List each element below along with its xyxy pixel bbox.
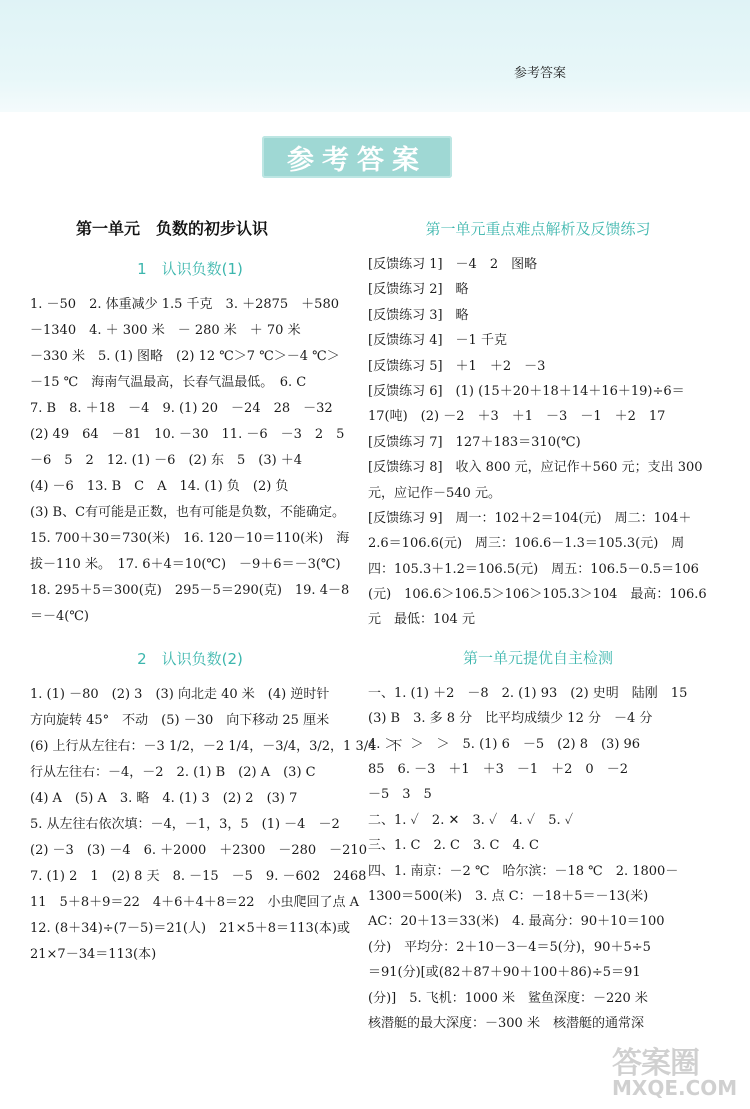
answer-line: 拔－110 米。 17. 6＋4＝10(℃) －9＋6＝－3(℃): [30, 557, 341, 572]
answer-line: －6 5 2 12. (1) －6 (2) 东 5 (3) ＋4: [30, 453, 303, 468]
answer-line: －330 米 5. (1) 图略 (2) 12 ℃＞7 ℃＞－4 ℃＞: [30, 349, 340, 364]
section2-answers: [368, 681, 708, 1036]
answer-line: [反馈练习 3] 略: [368, 307, 469, 323]
answer-line: 17(吨) (2) －2 ＋3 ＋1 －3 －1 ＋2 17: [368, 409, 666, 425]
answer-line: 7. B 8. ＋18 －4 9. (1) 20 －24 28 －32: [30, 401, 333, 416]
answer-line: (元) 106.6＞106.5＞106＞105.3＞104 最高：106.6: [368, 587, 707, 603]
answer-line: 15. 700＋30＝730(米) 16. 120－10＝110(米) 海: [30, 531, 350, 546]
answer-line: 行从左往右：－4，－2 2. (1) B (2) A (3) C: [30, 765, 316, 780]
answer-line: 核潜艇的最大深度：－300 米 核潜艇的通常深: [368, 1015, 644, 1031]
answer-line: 元 最低：104 元: [368, 612, 475, 628]
answer-line: 5. 从左往右依次填：－4，－1，3，5 (1) －4 －2: [30, 817, 340, 832]
answer-line: 二、1. ✓ 2. ✕ 3. ✓ 4. ✓ 5. ✓: [368, 812, 574, 828]
answer-line: －5 3 5: [368, 787, 432, 803]
running-header: 参考答案: [514, 66, 567, 81]
answer-line: (2) －3 (3) －4 6. ＋2000 ＋2300 －280 －210: [30, 843, 367, 858]
answer-line: 7. (1) 2 1 (2) 8 天 8. －15 －5 9. －602 2468: [30, 869, 367, 884]
answer-line: [反馈练习 2] 略: [368, 282, 469, 298]
header-band: [0, 0, 750, 112]
answer-line: 1300＝500(米) 3. 点 C：－18＋5＝－13(米): [368, 888, 649, 904]
answer-line: AC：20＋13＝33(米) 4. 最高分：90＋10＝100: [368, 914, 665, 930]
answer-line: (4) A (5) A 3. 略 4. (1) 3 (2) 2 (3) 7: [30, 791, 298, 806]
page-title-box: [262, 136, 452, 178]
answer-line: 11 5＋8＋9＝22 4＋6＋4＋8＝22 小虫爬回了点 A: [30, 895, 360, 910]
unit-title: 第一单元 负数的初步认识: [76, 219, 269, 238]
lesson2-title: 2 认识负数(2): [137, 650, 243, 668]
answer-line: 1. －50 2. 体重减少 1.5 千克 3. ＋2875 ＋580: [30, 297, 339, 312]
answer-line: 18. 295＋5＝300(克) 295－5＝290(克) 19. 4－8: [30, 583, 350, 598]
answer-line: (2) 49 64 －81 10. －30 11. －6 －3 2 5: [30, 427, 345, 442]
answer-line: (4) －6 13. B C A 14. (1) 负 (2) 负: [30, 479, 289, 494]
answer-line: 2.6＝106.6(元) 周三：106.6－1.3＝105.3(元) 周: [368, 536, 685, 552]
answer-line: 三、1. C 2. C 3. C 4. C: [368, 838, 539, 854]
answer-line: 一、1. (1) ＋2 －8 2. (1) 93 (2) 史明 陆刚 15: [368, 685, 688, 701]
answer-line: 四：105.3＋1.2＝106.5(元) 周五：106.5－0.5＝106: [368, 561, 699, 577]
answer-line: 21×7－34＝113(本): [30, 947, 157, 962]
answer-line: (分)] 5. 飞机：1000 米 鲨鱼深度：－220 米: [368, 990, 648, 1006]
answer-line: 元，应记作－540 元。: [368, 485, 501, 501]
answer-line: (3) B、C有可能是正数，也有可能是负数，不能确定。: [30, 505, 346, 520]
section1-answers: [368, 252, 708, 633]
answer-line: 方向旋转 45° 不动 (5) －30 向下移动 25 厘米: [30, 713, 330, 728]
right-column: [368, 214, 708, 1036]
answer-line: －1340 4. ＋ 300 米 － 280 米 ＋ 70 米: [30, 323, 301, 338]
answer-line: ＝－4(℃): [30, 609, 89, 624]
page-title: 参考答案: [287, 144, 427, 176]
answer-line: 12. (8＋34)÷(7－5)＝21(人) 21×5＋8＝113(本)或: [30, 921, 350, 936]
answer-line: (6) 上行从左往右：－3 1/2，－2 1/4，－3/4，3/2，1 3/4 下: [30, 739, 403, 754]
answer-line: [反馈练习 7] 127＋183＝310(℃): [368, 434, 581, 450]
answer-line: 4. ＞ ＞ ＞ 5. (1) 6 －5 (2) 8 (3) 96: [368, 736, 641, 752]
answer-line: [反馈练习 6] (1) (15＋20＋18＋14＋16＋19)÷6＝: [368, 383, 685, 399]
answer-line: 1. (1) －80 (2) 3 (3) 向北走 40 米 (4) 逆时针: [30, 687, 330, 702]
lesson1-answers: [30, 292, 350, 630]
answer-line: [反馈练习 8] 收入 800 元，应记作＋560 元；支出 300: [368, 460, 703, 476]
answer-line: ＝91(分)[或(82＋87＋90＋100＋86)÷5＝91: [368, 965, 641, 981]
lesson1-title: 1 认识负数(1): [137, 260, 243, 278]
section1-title: 第一单元重点难点解析及反馈练习: [425, 220, 651, 238]
answer-line: [反馈练习 5] ＋1 ＋2 －3: [368, 358, 546, 374]
answer-line: [反馈练习 4] －1 千克: [368, 333, 507, 349]
answer-line: [反馈练习 1] －4 2 图略: [368, 257, 538, 272]
watermark-url: MXQE.COM: [612, 1076, 738, 1100]
answer-line: 85 6. －3 ＋1 ＋3 －1 ＋2 0 －2: [368, 762, 628, 778]
answer-line: (3) B 3. 多 8 分 比平均成绩少 12 分 －4 分: [368, 711, 653, 727]
watermark-logo: 答案圈: [612, 1046, 699, 1081]
answer-line: －15 ℃ 海南气温最高，长春气温最低。 6. C: [30, 375, 307, 390]
answer-line: (分) 平均分：2＋10－3－4＝5(分)，90＋5÷5: [368, 939, 651, 955]
answer-line: [反馈练习 9] 周一：102＋2＝104(元) 周二：104＋: [368, 510, 692, 526]
answer-line: 四、1. 南京：－2 ℃ 哈尔滨：－18 ℃ 2. 1800－: [368, 863, 679, 879]
section2-title: 第一单元提优自主检测: [462, 648, 613, 667]
